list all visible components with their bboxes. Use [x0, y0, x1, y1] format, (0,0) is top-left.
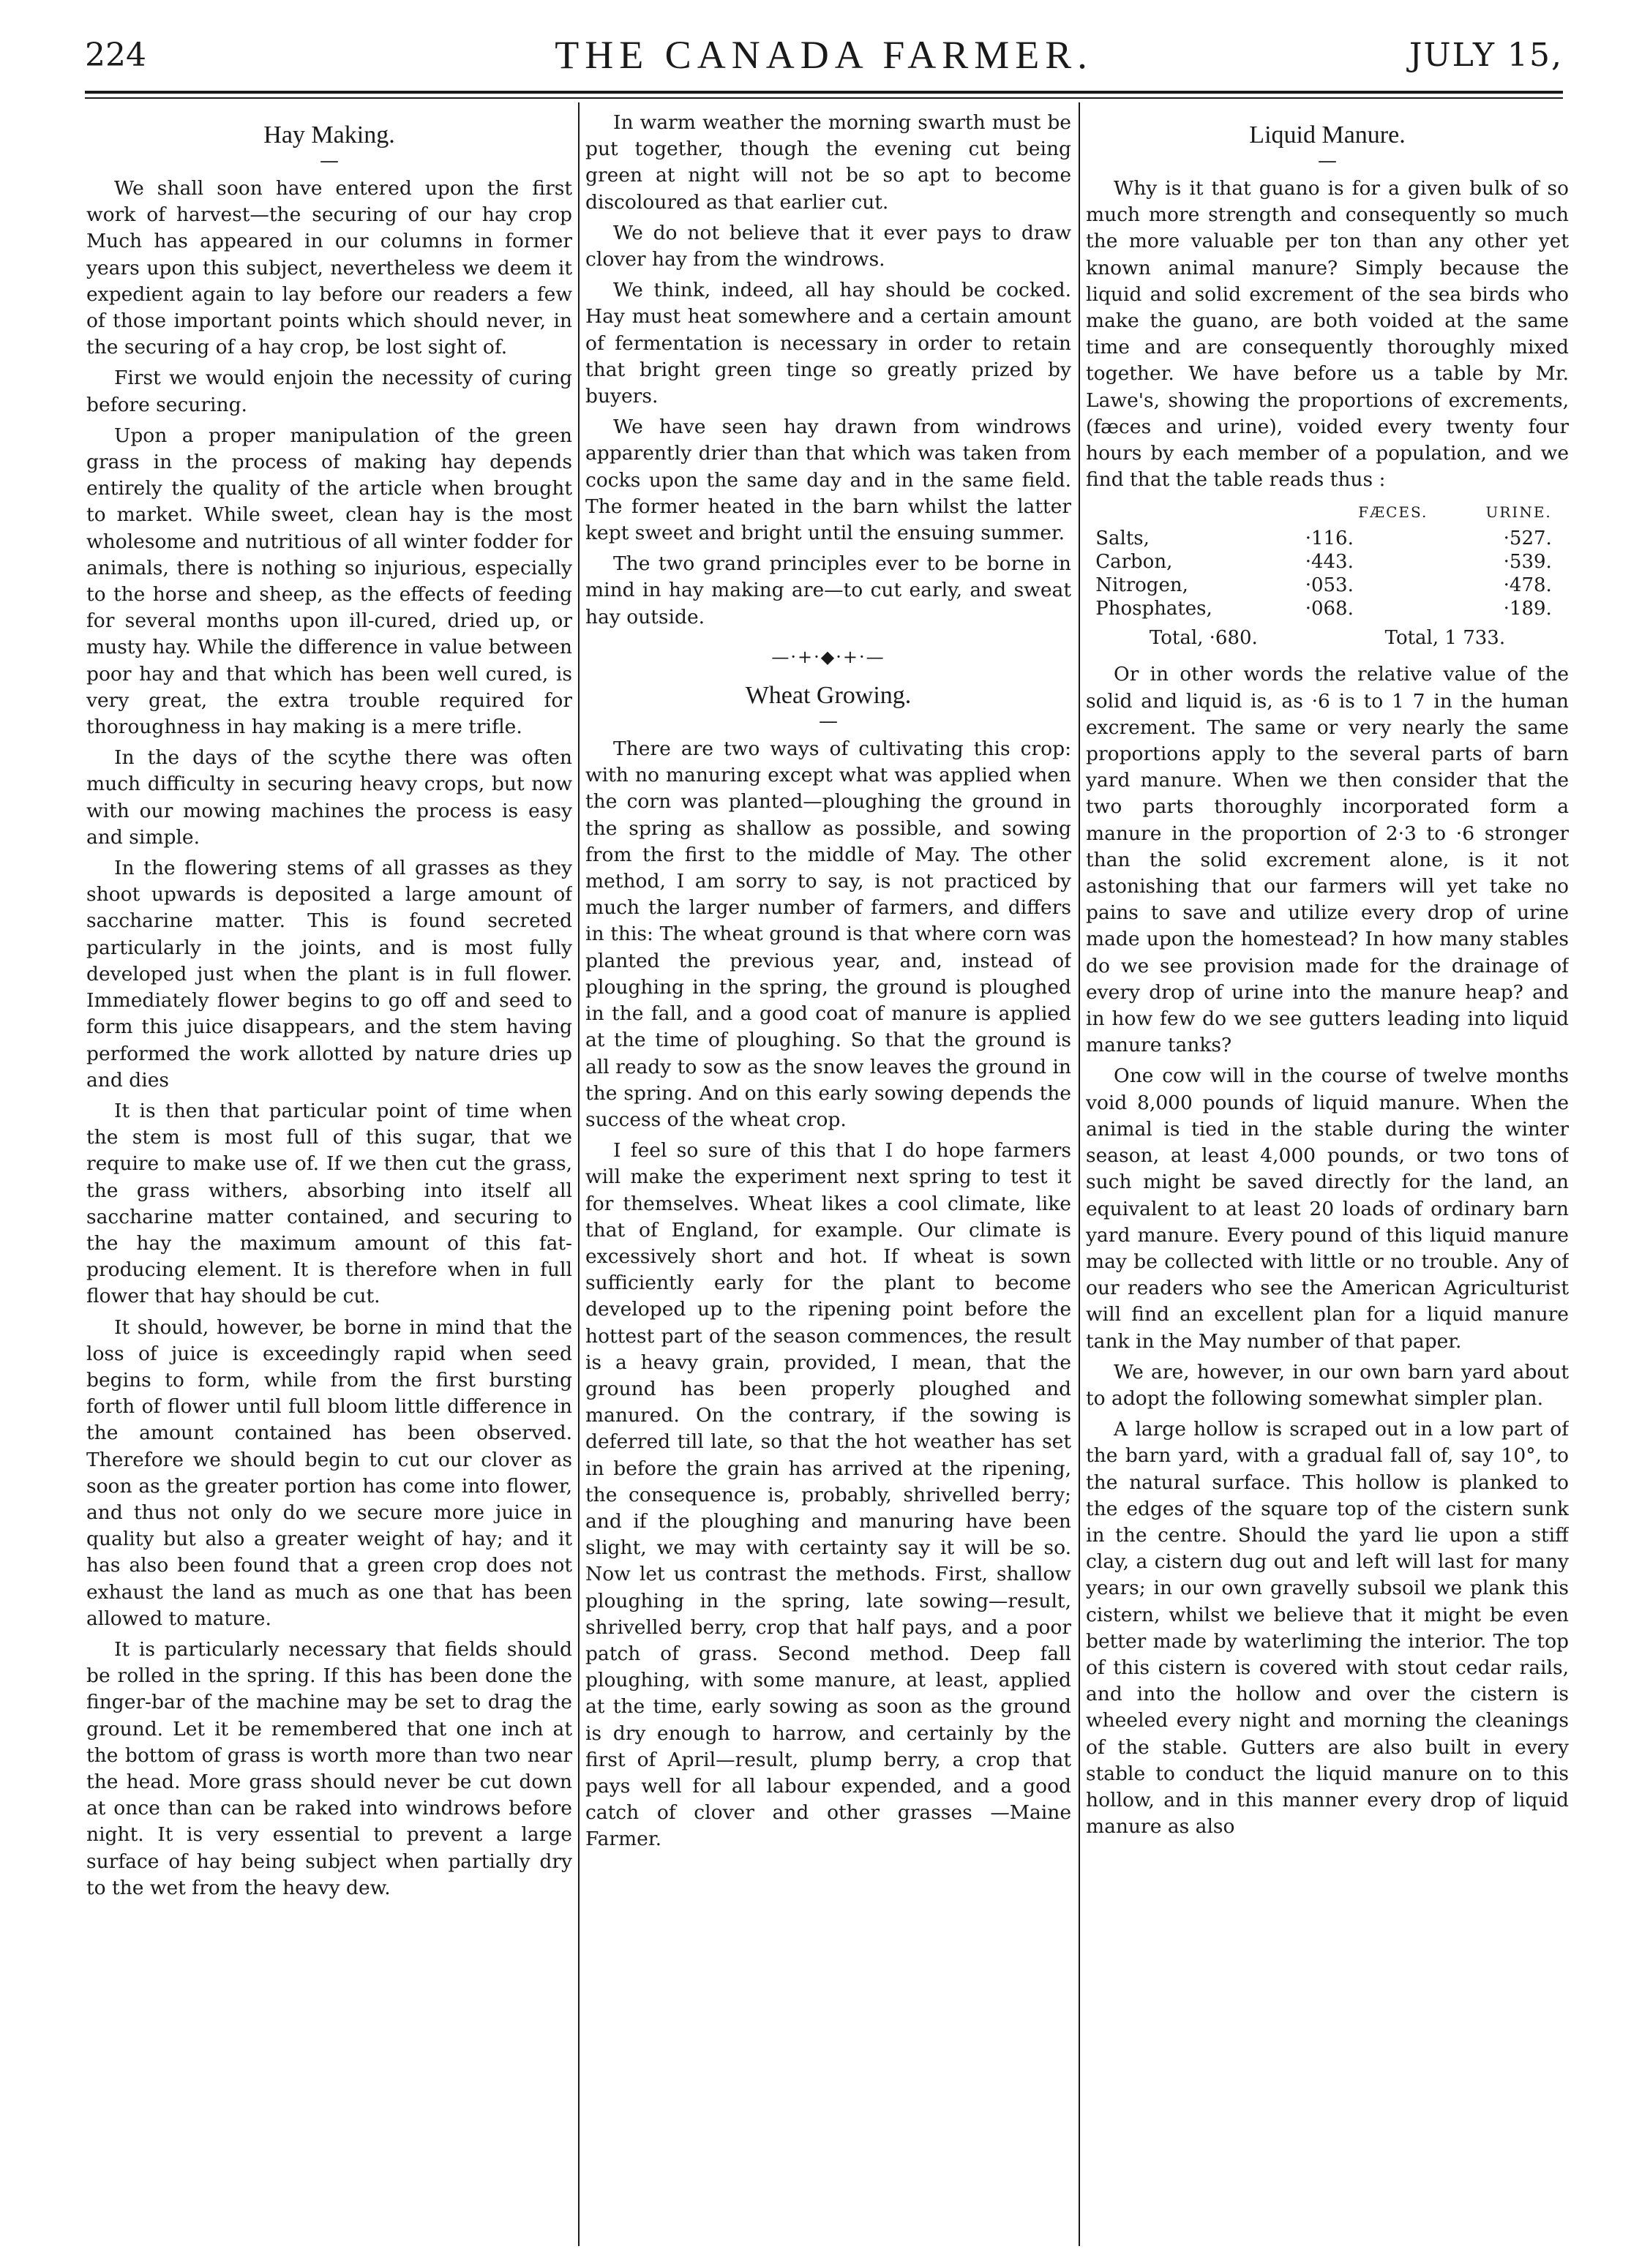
article-title-liquid: Liquid Manure. [1249, 121, 1406, 149]
urine-value: ·539. [1503, 551, 1552, 574]
row-label: Carbon, [1095, 551, 1173, 574]
faeces-value: ·068. [1305, 598, 1354, 620]
hay-paragraph: In the days of the scythe there was often much difficulty in securing heavy crops, but now with our mowing machines the process is easy and simple. [86, 746, 572, 849]
urine-value: ·527. [1503, 527, 1552, 550]
liquid-intro: Why is it that guano is for a given bulk of so much more strength and consequently so much the more valuable per ton than any other yet known animal manure? Simply because the liquid and solid excrement of the sea birds who make the guano, are both voided at the same time and are consequently thoroughly mixed together. We have before us a table by Mr. Lawe's, showing the proportions of excrements, (fæces and urine), voided every twenty four hours by each member of a population, and we find that the table reads thus : [1086, 177, 1569, 492]
hay-paragraph: We have seen hay drawn from windrows apparently drier than that which was taken from cocks upon the same day and in the same field. The former heated in the barn whilst the latter kept sweet and bright until the ensuing summer. [585, 416, 1071, 545]
faeces-value: ·116. [1305, 527, 1354, 550]
header-rule-thin [85, 97, 1563, 99]
faeces-value: ·443. [1305, 551, 1354, 574]
row-label: Nitrogen, [1095, 574, 1188, 597]
issue-date: JULY 15, [1409, 37, 1563, 74]
liquid-paragraph: Or in other words the relative value of the solid and liquid is, as ·6 is to 1 7 in the human excrement. The same or very nearly the same proportions apply to the several parts of barn yard manure. When we then consider that the two parts thoroughly incorporated form a manure in the proportion of 2·3 to ·6 stronger than the solid excrement alone, is it not astonishing that our farmers will yet take no pains to save and utilize every drop of urine made upon the homestead? In how many stables do we see provision made for the drainage of every drop of urine into the manure heap? and in how few do we see gutters leading into liquid manure tanks? [1086, 663, 1569, 1057]
total-urine: Total, 1 733. [1384, 627, 1506, 650]
hay-paragraph: It should, however, be borne in mind that the loss of juice is exceedingly rapid when seed begins to form, while from the first bursting forth of flower until full bloom little difference in the amount contained has been observed. Therefore we should begin to cut our clover as soon as the greater portion has come into flower, and thus not only do we secure more juice in quality but also a greater weight of hay; and it has also been found that a green crop does not exhaust the land as much as one that has been allowed to mature. [86, 1315, 572, 1630]
table-header-urine: URINE. [1485, 503, 1552, 522]
hay-paragraph: It is particularly necessary that fields should be rolled in the spring. If this has been done the finger-bar of the machine may be set to drag the ground. Let it be remembered that one inch at the bottom of grass is worth more than two near the head. More grass should never be cut down at once than can be raked into windrows before night. It is very essential to prevent a large surface of hay being subject when partially dry to the wet from the heavy dew. [86, 1637, 572, 1899]
title-dash: — [819, 710, 838, 733]
liquid-paragraph: A large hollow is scraped out in a low part of the barn yard, with a gradual fall of, say 10°, to the natural surface. This hollow is planked to the edges of the square top of the cistern sunk in the centre. Should the yard lie upon a stiff clay, a cistern dug out and left will last for many years; in our own gravelly subsoil we plank this cistern, whilst we believe that it might be even better made by waterliming the interior. The top of this cistern is covered with stout cedar rails, and into the hollow and over the cistern is wheeled every night and morning the cleanings of the stable. Gutters are also built in every stable to conduct the liquid manure on to this hollow, and in this manner every drop of liquid manure as also [1086, 1418, 1569, 1839]
wheat-paragraph: I feel so sure of this that I do hope farmers will make the experiment next spring to test it for themselves. Wheat likes a cool climate, like that of England, for example. Our climate is excessively short and hot. If wheat is sown sufficiently early for the plant to become developed up to the ripening point before the hottest part of the season commences, the result is a heavy grain, provided, I mean, that the ground has been properly ploughed and manured. On the contrary, if the sowing is deferred till late, so that the hot weather has set in before the grain has arrived at the ripening, the consequence is, probably, shrivelled berry; and if the ploughing and manuring have been slight, we may with certainty say it will be so. Now let us contrast the methods. First, shallow ploughing in the spring, late sowing—result, shrivelled berry, crop that half pays, and a poor patch of grass. Second method. Deep fall ploughing, with some manure, at least, applied at the time, early sowing as soon as the ground is dry enough to harrow, and certainly by the first of April—result, plump berry, a crop that pays well for all labour expended, and a good catch of clover and other grasses —Maine Farmer. [585, 1139, 1071, 1851]
liquid-paragraph: We are, however, in our own barn yard about to adopt the following somewhat simpler plan. [1086, 1360, 1569, 1410]
column-left [86, 110, 572, 2239]
table-header-row [1095, 500, 1559, 527]
hay-paragraph: It is then that particular point of time when the stem is most full of this sugar, that we require to make use of. If we then cut the grass, the grass withers, absorbing into itself all saccharine matter contained, and securing to the hay the maximum amount of this fat-producing element. It is therefore when in full flower that hay should be cut. [86, 1099, 572, 1308]
section-ornament: —·+·◆·+·— [771, 646, 885, 667]
faeces-value: ·053. [1305, 574, 1354, 597]
header-rule-thick [85, 91, 1563, 94]
table-row [1095, 574, 1559, 597]
row-label: Phosphates, [1095, 598, 1212, 620]
hay-paragraph: In warm weather the morning swarth must be put together, though the evening cut being green at night will not be so apt to become discoloured as that earlier cut. [585, 111, 1071, 214]
article-title-hay: Hay Making. [263, 121, 395, 149]
hay-paragraph: We shall soon have entered upon the first work of harvest—the securing of our hay crop Much has appeared in our columns in former years upon this subject, nevertheless we deem it expedient again to lay before our readers a few of those important points which should never, in the securing of a hay crop, be lost sight of. [86, 177, 572, 359]
liquid-paragraph: One cow will in the course of twelve months void 8,000 pounds of liquid manure. When the animal is tied in the stable during the winter season, at least 4,000 pounds, or two tons of such might be saved directly for the land, an equivalent to at least 20 loads of ordinary barn yard manure. Every pound of this liquid manure may be collected with little or no trouble. Any of our readers who see the American Agriculturist will find an excellent plan for a liquid manure tank in the May number of that paper. [1086, 1064, 1569, 1353]
hay-paragraph: The two grand principles ever to be borne in mind in hay making are—to cut early, and sweat hay outside. [585, 552, 1071, 628]
column-right [1086, 110, 1569, 2239]
hay-paragraph: In the flowering stems of all grasses as they shoot upwards is deposited a large amount of saccharine matter. This is found secreted particularly in the joints, and is most fully developed just when the plant is in full flower. Immediately flower begins to go off and seed to form this juice disappears, and the stem having performed the work allotted by nature dries up and dies [86, 857, 572, 1092]
title-dash: — [1318, 150, 1337, 172]
table-row [1095, 550, 1559, 574]
table-row [1095, 527, 1559, 550]
column-middle [585, 110, 1071, 2239]
page-header [85, 29, 1563, 88]
column-divider [1079, 102, 1080, 2246]
article-title-wheat: Wheat Growing. [745, 682, 912, 710]
urine-value: ·478. [1503, 574, 1552, 597]
row-label: Salts, [1095, 527, 1150, 550]
hay-paragraph: We do not believe that it ever pays to draw clover hay from the windrows. [585, 221, 1071, 271]
urine-value: ·189. [1503, 598, 1552, 620]
table-corner [1095, 500, 1305, 527]
title-dash: — [320, 150, 339, 172]
table-totals [1086, 625, 1569, 651]
excrement-table [1095, 500, 1559, 620]
total-faeces: Total, ·680. [1149, 627, 1258, 650]
hay-paragraph: We think, indeed, all hay should be cocked. Hay must heat somewhere and a certain amount of fermentation is necessary in order to retain that bright green tinge so greatly prized by buyers. [585, 279, 1071, 408]
publication-title: THE CANADA FARMER. [555, 33, 1093, 77]
wheat-paragraph: There are two ways of cultivating this crop: with no manuring except what was applied when the corn was planted—ploughing the ground in the spring as shallow as possible, and sowing from the first to the middle of May. The other method, I am sorry to say, is not practiced by much the larger number of farmers, and differs in this: The wheat ground is that where corn was planted the previous year, and, instead of ploughing in the spring, the ground is ploughed in the fall, and a good coat of manure is applied at the time of ploughing. So that the ground is all ready to sow as the snow leaves the ground in the spring. And on this early sowing depends the success of the wheat crop. [585, 737, 1071, 1131]
column-divider [578, 102, 580, 2246]
table-header-faeces: FÆCES. [1358, 503, 1428, 522]
hay-paragraph: Upon a proper manipulation of the green grass in the process of making hay depends entirely the quality of the article when brought to market. While sweet, clean hay is the most wholesome and nutritious of all winter fodder for animals, there is nothing so injurious, especially to the horse and sheep, as the effects of feeding for several months upon ill-cured, dried up, or musty hay. While the difference in value between poor hay and that which has been well cured, is very great, the extra trouble required for thoroughness in hay making is a mere trifle. [86, 424, 572, 739]
page-number: 224 [85, 37, 146, 74]
table-row [1095, 597, 1559, 620]
hay-paragraph: First we would enjoin the necessity of curing before securing. [86, 367, 572, 416]
